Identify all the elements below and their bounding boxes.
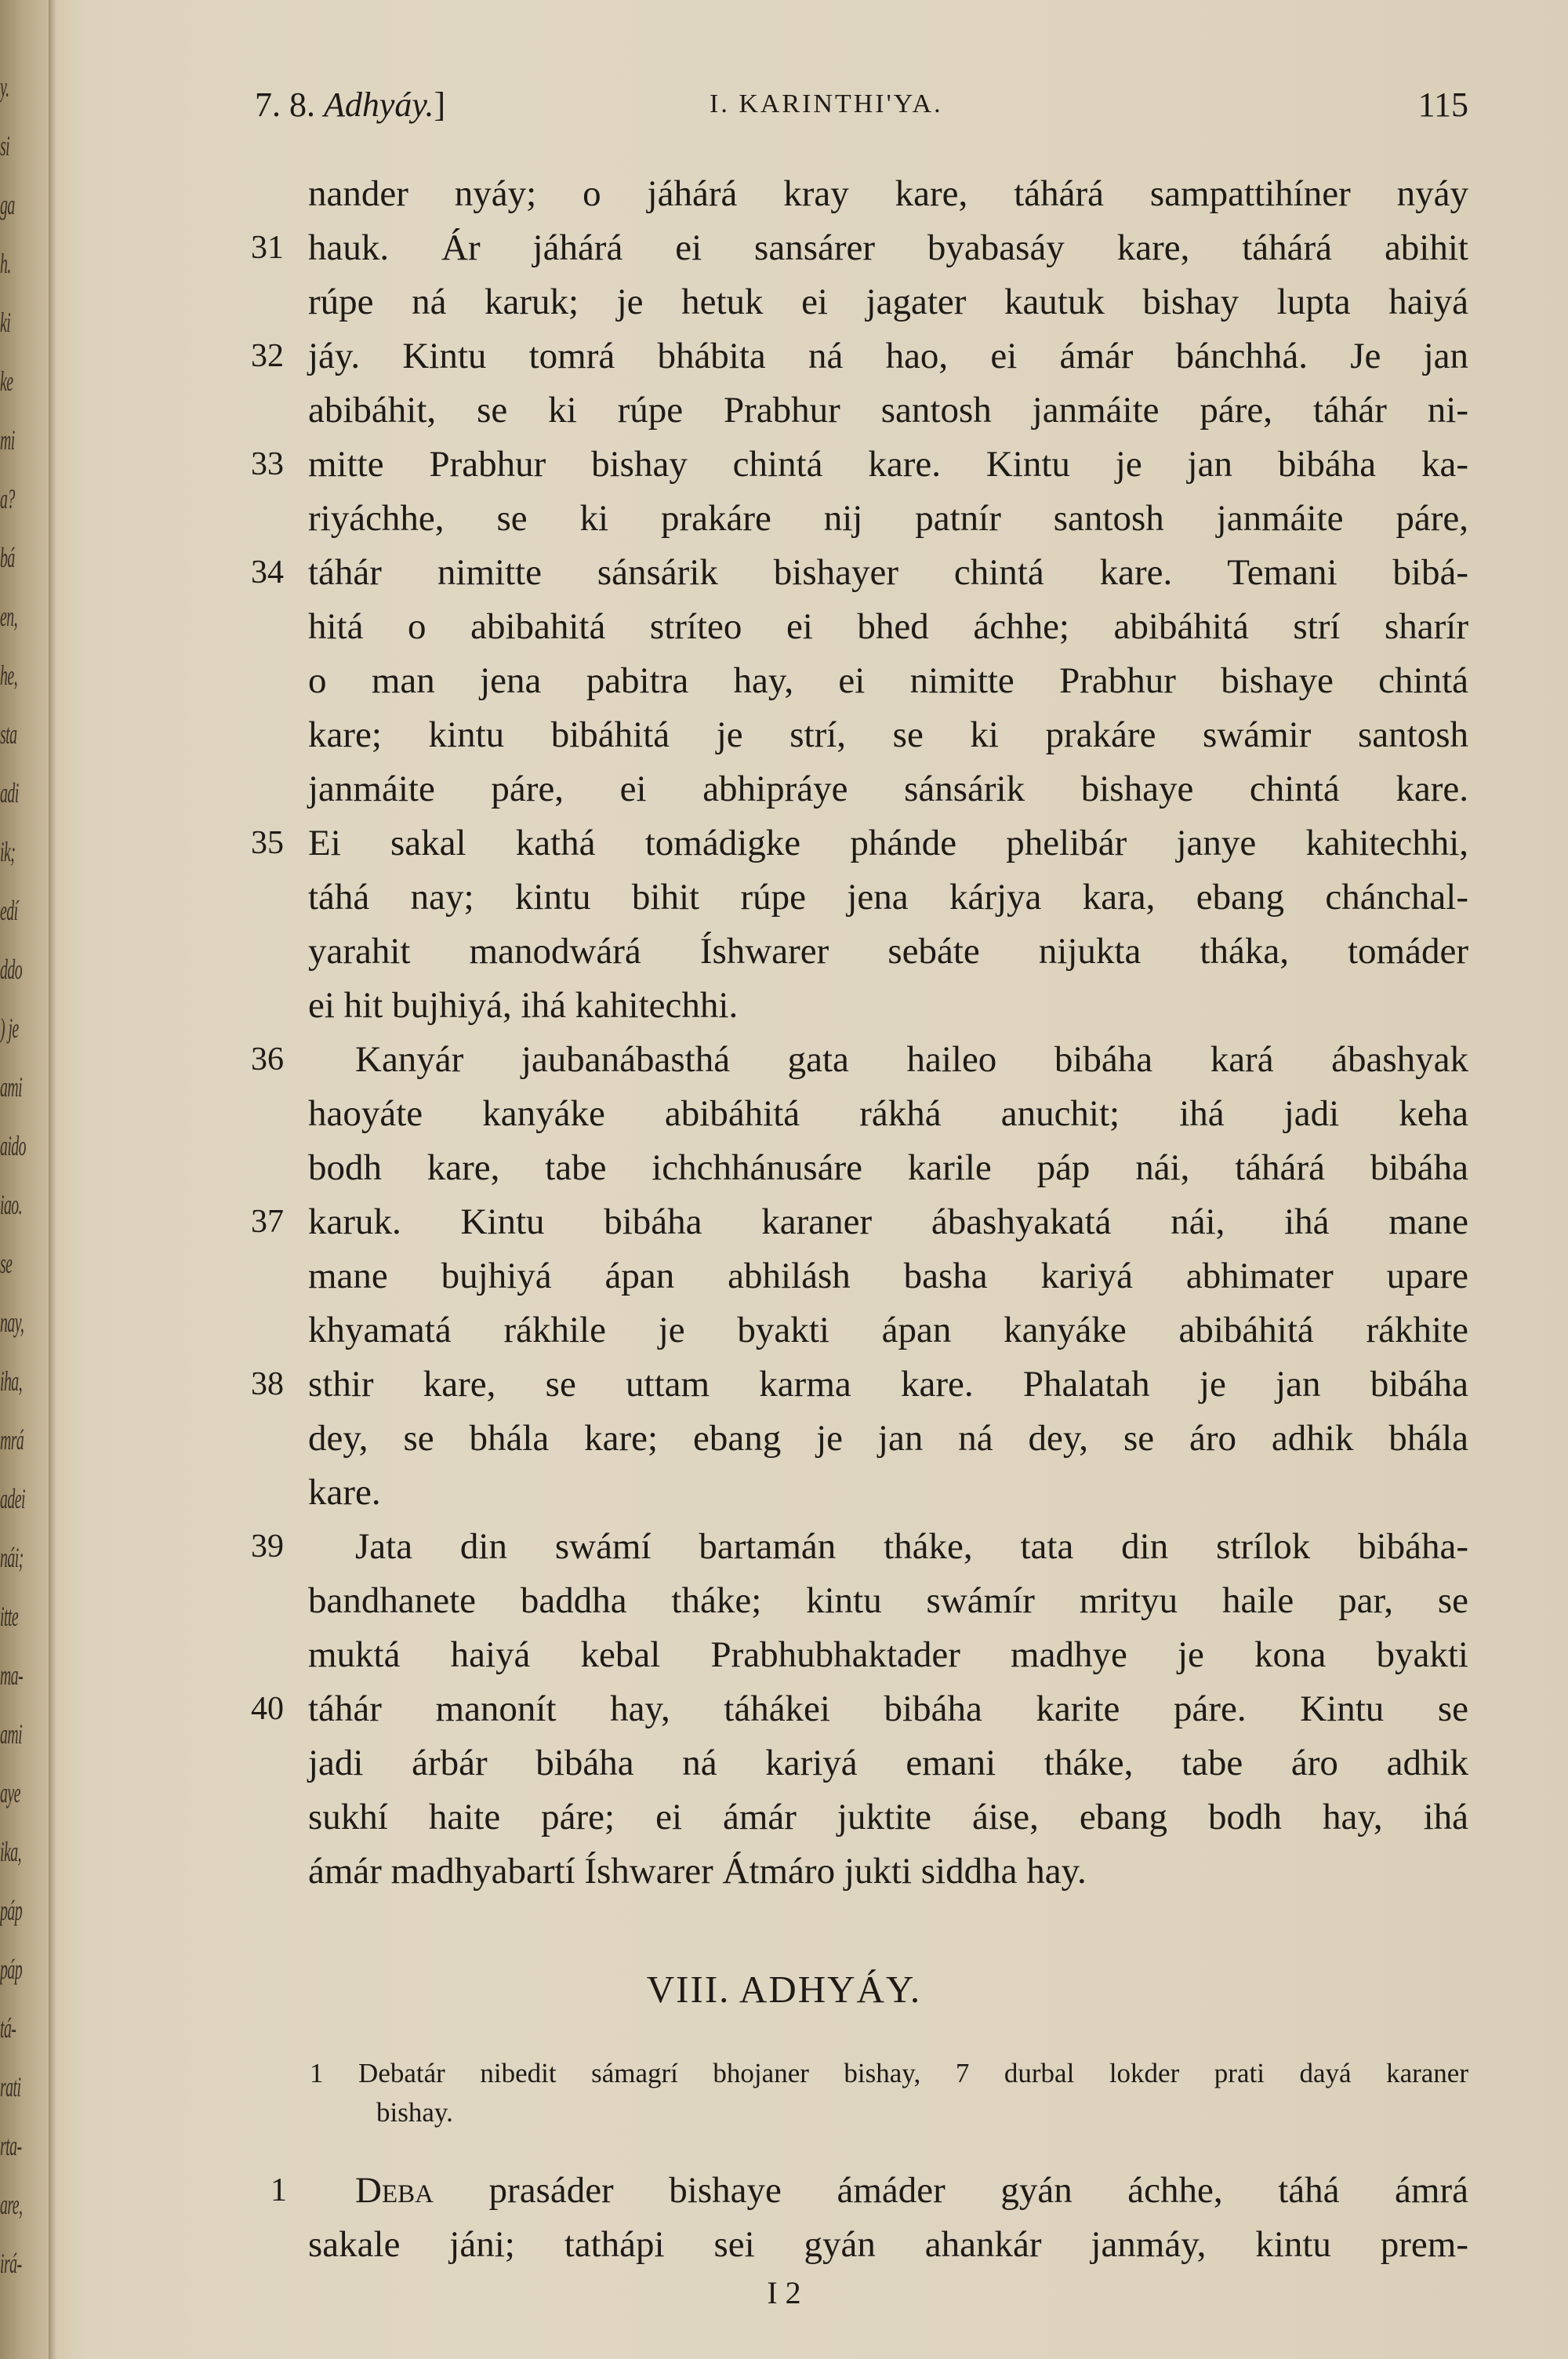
gutter-text-fragment: rati (0, 2071, 21, 2103)
gutter-text-fragment: se (0, 1248, 13, 1279)
gutter-text-fragment: nay, (0, 1307, 24, 1338)
gutter-text-fragment: ma- (0, 1659, 24, 1691)
gutter-text-fragment: tá- (0, 2012, 16, 2044)
verse-number: 37 (251, 1204, 284, 1240)
gutter-text-fragment: páp (0, 1954, 23, 1985)
gutter-text-fragment: ika, (0, 1836, 21, 1867)
text-line: táhár manonít hay, táhákei bibáha karite páre. Kintu se (308, 1688, 1468, 1729)
gutter-text-fragment: rta- (0, 2130, 22, 2161)
text-line: kare. (308, 1472, 381, 1513)
gutter-text-fragment: sta (0, 718, 17, 750)
text-line: kare; kintu bibáhitá je strí, se ki prakáre swámir santosh (308, 714, 1468, 755)
gutter-text-fragment: mrá (0, 1424, 24, 1456)
gutter-text-fragment: irá- (0, 2248, 22, 2279)
gutter-text-fragment: y. (0, 71, 9, 103)
verse-number: 40 (251, 1691, 284, 1727)
text-line: janmáite páre, ei abhipráye sánsárik bishaye chintá kare. (308, 769, 1468, 809)
header-chapter-numbers: 7. 8. (255, 85, 324, 124)
verse-number: 35 (251, 825, 284, 861)
text-line: haoyáte kanyáke abibáhitá rákhá anuchit; ihá jadi keha (308, 1093, 1468, 1134)
gutter-text-fragment: bá (0, 542, 15, 573)
text-line: Kanyár jaubanábasthá gata haileo bibáha kará ábashyak (355, 1039, 1468, 1080)
verse-number: 38 (251, 1366, 284, 1402)
header-bracket: ] (434, 85, 446, 124)
gutter-text-fragment: páp (0, 1895, 23, 1926)
gutter-text-fragment: he, (0, 660, 17, 691)
gutter-text-fragment: si (0, 130, 10, 162)
chapter-summary-line-1: 1 Debatár nibedit sámagrí bhojaner bishay, 7 durbal lokder prati dayá karaner (310, 2058, 1468, 2088)
text-line: bandhanete baddha tháke; kintu swámír mrityu haile par, se (308, 1580, 1468, 1621)
text-line: jadi árbár bibáha ná kariyá emani tháke, tabe áro adhik (308, 1743, 1468, 1783)
header-book-title: I. KARINTHI'YA. (710, 89, 943, 118)
verse-opening-word: Deba (355, 2170, 434, 2211)
gutter-text-fragment: adi (0, 777, 19, 809)
gutter-text-fragment: edí (0, 895, 18, 926)
verse-line (308, 2168, 1468, 2213)
text-line: mitte Prabhur bishay chintá kare. Kintu je jan bibáha ka- (308, 444, 1468, 485)
gutter-text-fragment: h. (0, 248, 11, 279)
text-line: hauk. Ár jáhárá ei sansárer byabasáy kare, táhárá abihit (308, 227, 1468, 268)
verse-number: 31 (251, 230, 284, 266)
text-line: muktá haiyá kebal Prabhubhaktader madhye je kona byakti (308, 1634, 1468, 1675)
gutter-text-fragment: aido (0, 1130, 27, 1161)
printer-signature-mark: I 2 (767, 2275, 801, 2310)
verse-number: 33 (251, 446, 284, 482)
gutter-text-fragment: a? (0, 483, 15, 514)
verse-number: 32 (251, 338, 284, 374)
text-line: abibáhit, se ki rúpe Prabhur santosh janmáite páre, táhár ni- (308, 390, 1468, 431)
chapter-heading: VIII. ADHYÁY. (646, 1968, 922, 2011)
gutter-text-fragment: mi (0, 424, 15, 456)
running-header (255, 85, 1468, 132)
gutter-text-fragment: nái; (0, 1542, 24, 1573)
text-line: sukhí haite páre; ei ámár juktite áise, ebang bodh hay, ihá (308, 1797, 1468, 1837)
header-chapter-ref (255, 85, 445, 125)
text-line: o man jena pabitra hay, ei nimitte Prabhur bishaye chintá (308, 660, 1468, 701)
gutter-text-fragment: iha, (0, 1365, 23, 1397)
text-line: ei hit bujhiyá, ihá kahitechhi. (308, 985, 739, 1026)
gutter-text-fragment: ami (0, 1718, 23, 1750)
gutter-text-fragment: ) je (0, 1012, 19, 1044)
gutter-text-fragment: ami (0, 1071, 23, 1103)
gutter-text-fragment: itte (0, 1601, 19, 1632)
text-line: hitá o abibahitá stríteo ei bhed áchhe; abibáhitá strí sharír (308, 606, 1468, 647)
text-line: khyamatá rákhile je byakti ápan kanyáke abibáhitá rákhite (308, 1310, 1468, 1350)
text-line: jáy. Kintu tomrá bhábita ná hao, ei ámár bánchhá. Je jan (308, 336, 1468, 376)
verse-line-rest: prasáder bishaye ámáder gyán áchhe, táhá ámrá (433, 2170, 1468, 2211)
text-line: táhár nimitte sánsárik bishayer chintá kare. Temani bibá- (308, 552, 1468, 593)
chapter-summary-line-2: bishay. (376, 2097, 453, 2128)
text-line: táhá nay; kintu bihit rúpe jena kárjya kara, ebang chánchal- (308, 877, 1468, 918)
gutter-text-fragment: iao. (0, 1189, 23, 1220)
text-line: nander nyáy; o jáhárá kray kare, táhárá sampattihíner nyáy (308, 173, 1468, 214)
verse-number: 34 (251, 554, 284, 591)
header-page-number: 115 (1417, 85, 1468, 124)
gutter-text-fragment: adei (0, 1483, 25, 1514)
text-line: ámár madhyabartí Íshwarer Átmáro jukti siddha hay. (308, 1851, 1087, 1892)
gutter-text-fragment: ik; (0, 836, 16, 867)
text-line: Jata din swámí bartamán tháke, tata din strílok bibáha- (355, 1526, 1468, 1567)
text-line: yarahit manodwárá Íshwarer sebáte nijukta tháka, tomáder (308, 931, 1468, 972)
text-line: rúpe ná karuk; je hetuk ei jagater kautuk bishay lupta haiyá (308, 282, 1468, 322)
gutter-text-fragment: ke (0, 365, 13, 397)
verse-number: 39 (251, 1528, 284, 1565)
text-line: bodh kare, tabe ichchhánusáre karile páp nái, táhárá bibáha (308, 1147, 1468, 1188)
text-line: Ei sakal kathá tomádigke phánde phelibár janye kahitechhi, (308, 823, 1468, 863)
gutter-text-fragment: en, (0, 601, 17, 632)
gutter-text-fragment: are, (0, 2189, 23, 2220)
text-line: karuk. Kintu bibáha karaner ábashyakatá nái, ihá mane (308, 1201, 1468, 1242)
verse-number: 1 (270, 2172, 287, 2208)
header-chapter-word: Adhyáy. (324, 85, 434, 124)
text-line: dey, se bhála kare; ebang je jan ná dey, se áro adhik bhála (308, 1418, 1468, 1459)
text-line: riyáchhe, se ki prakáre nij patnír santosh janmáite páre, (308, 498, 1468, 539)
verse-number: 36 (251, 1041, 284, 1078)
gutter-text-fragment: ddo (0, 954, 23, 985)
gutter-text-fragment: ki (0, 307, 11, 338)
gutter-text-fragment: ga (0, 189, 15, 220)
text-line: mane bujhiyá ápan abhilásh basha kariyá abhimater upare (308, 1256, 1468, 1296)
text-line: sthir kare, se uttam karma kare. Phalatah je jan bibáha (308, 1364, 1468, 1405)
verse-line: sakale jáni; tathápi sei gyán ahankár janmáy, kintu prem- (308, 2224, 1468, 2265)
gutter-text-fragment: aye (0, 1777, 20, 1808)
